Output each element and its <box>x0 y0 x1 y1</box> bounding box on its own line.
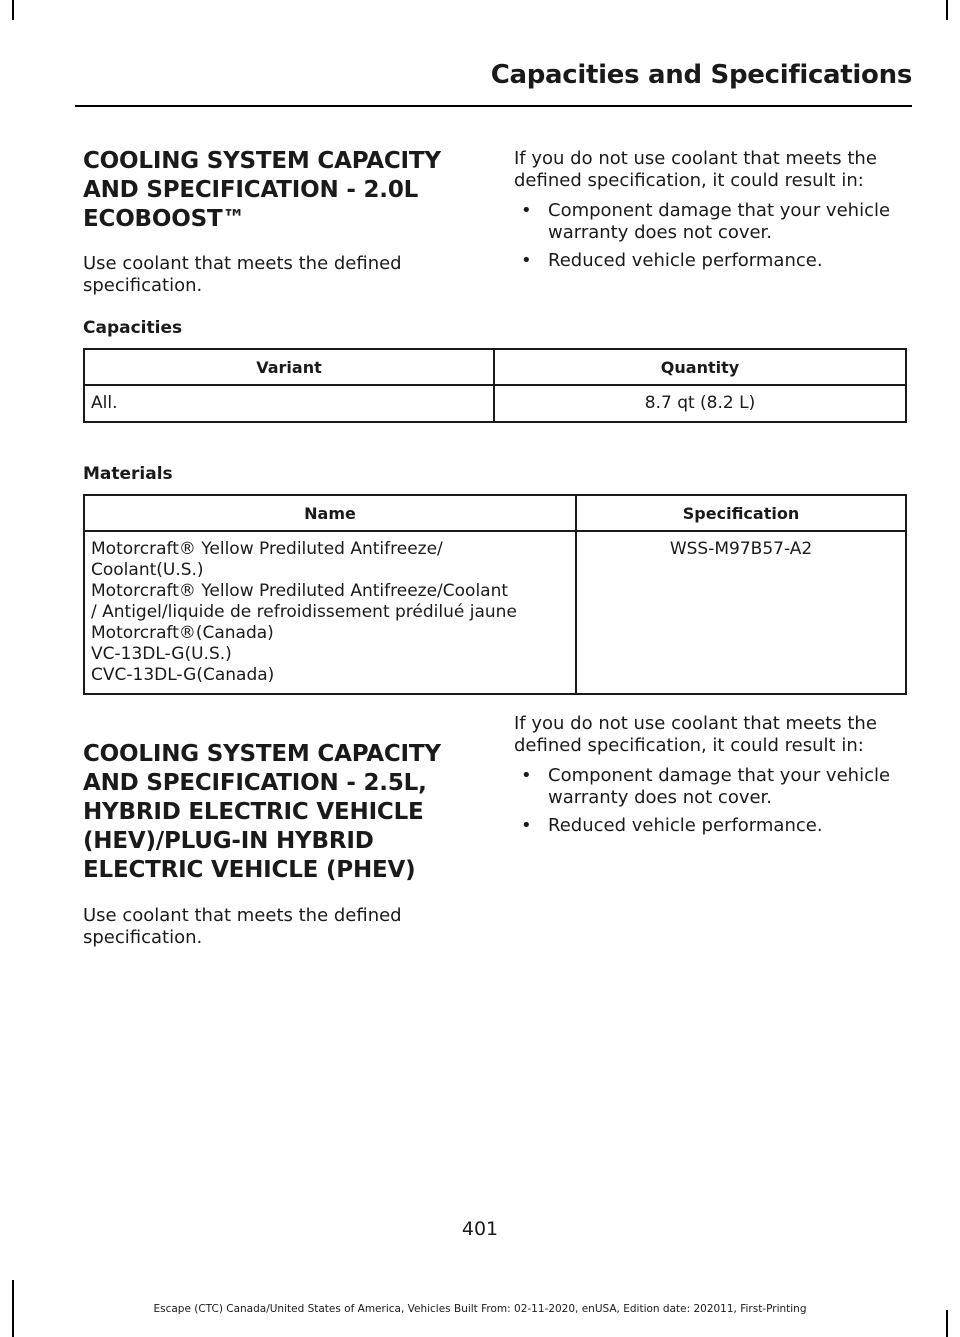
section1-title-line: COOLING SYSTEM CAPACITY <box>83 148 441 174</box>
page-number: 401 <box>461 1218 499 1240</box>
section1-title-line: ECOBOOST™ <box>83 206 246 232</box>
materials-heading: Materials <box>83 464 173 484</box>
section1-title <box>83 147 483 234</box>
material-name-line: Motorcraft® Yellow Prediluted Antifreeze/ <box>91 539 443 559</box>
table-header-row <box>84 349 906 385</box>
section2-bullet-list <box>514 765 909 837</box>
column-header-name: Name <box>84 495 576 531</box>
material-name-line: / Antigel/liquide de refroidissement prédilué jaune <box>91 602 517 622</box>
material-name-line: Motorcraft® Yellow Prediluted Antifreeze/Coolant <box>91 581 509 601</box>
quantity-cell: 8.7 qt (8.2 L) <box>494 385 906 422</box>
section1-right-column <box>514 148 909 278</box>
section1-title-line: AND SPECIFICATION - 2.0L <box>83 177 419 203</box>
table-row <box>84 385 906 422</box>
capacities-heading: Capacities <box>83 318 183 338</box>
list-item: • Reduced vehicle performance. <box>514 815 909 837</box>
section1-warning-lead: If you do not use coolant that meets the defined specification, it could result in: <box>514 148 877 191</box>
section2-right-column <box>514 713 909 843</box>
table-row <box>84 531 906 694</box>
material-name-line: CVC-13DL-G(Canada) <box>91 665 275 685</box>
section2-warning-lead: If you do not use coolant that meets the defined specification, it could result in: <box>514 713 877 756</box>
section2-title-line: HYBRID ELECTRIC VEHICLE <box>83 799 424 825</box>
section2-left-column <box>83 740 483 949</box>
column-header-quantity: Quantity <box>494 349 906 385</box>
section2-title-line: ELECTRIC VEHICLE (PHEV) <box>83 857 416 883</box>
material-name-line: Motorcraft®(Canada) <box>91 623 274 643</box>
section2-intro: Use coolant that meets the defined specification. <box>83 905 402 948</box>
material-name-line: Coolant(U.S.) <box>91 560 204 580</box>
capacities-table <box>83 348 907 423</box>
crop-mark-top-left <box>12 0 14 20</box>
section2-title-line: AND SPECIFICATION - 2.5L, <box>83 770 427 796</box>
running-header: Capacities and Specifications <box>490 60 912 90</box>
section2-title <box>83 740 483 885</box>
variant-cell: All. <box>84 385 494 422</box>
section2-title-line: COOLING SYSTEM CAPACITY <box>83 741 441 767</box>
list-item: • Component damage that your vehicle warranty does not cover. <box>514 200 909 244</box>
material-name-line: VC-13DL-G(U.S.) <box>91 644 232 664</box>
section1-intro: Use coolant that meets the defined specification. <box>83 253 402 296</box>
column-header-specification: Specification <box>576 495 906 531</box>
table-header-row <box>84 495 906 531</box>
list-item: • Reduced vehicle performance. <box>514 250 909 272</box>
column-header-variant: Variant <box>84 349 494 385</box>
crop-mark-top-right <box>946 0 948 20</box>
section2-title-line: (HEV)/PLUG-IN HYBRID <box>83 828 374 854</box>
specification-cell: WSS-M97B57-A2 <box>576 531 906 694</box>
list-item: • Component damage that your vehicle warranty does not cover. <box>514 765 909 809</box>
material-name-cell <box>84 531 576 694</box>
materials-table <box>83 494 907 695</box>
header-rule <box>75 105 912 107</box>
section1-bullet-list <box>514 200 909 272</box>
footer-edition-text: Escape (CTC) Canada/United States of America, Vehicles Built From: 02-11-2020, enUSA, Edition date: 202011, First-Printing <box>153 1303 807 1315</box>
section1-left-column <box>83 147 483 297</box>
